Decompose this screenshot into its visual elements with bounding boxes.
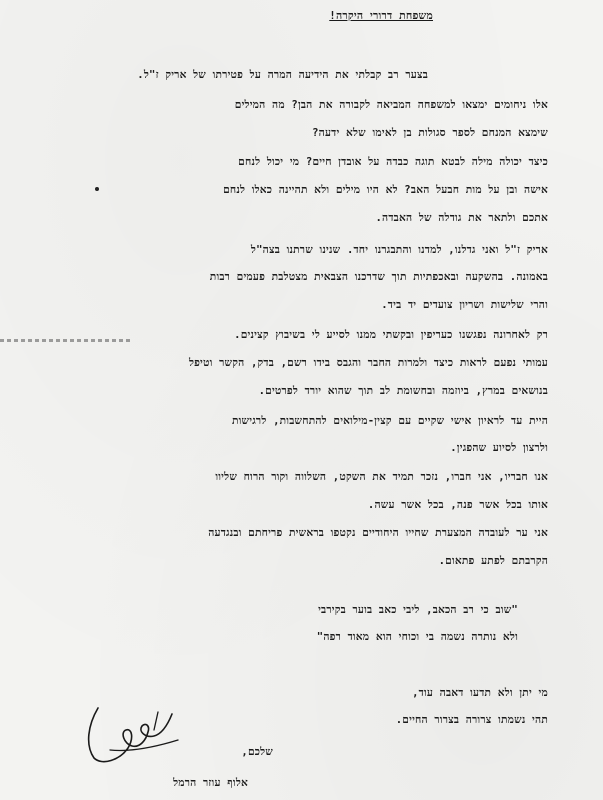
letter-line: אנו חבריו, אני חברו, נזכר תמיד את השקט, השלווה וקור הרוח שליוו: [215, 471, 548, 483]
greeting: משפחת דרורי היקרה!: [329, 9, 433, 22]
letter-line: שימצא המנחם לספר סגולות בן לאימו שלא ידעה?: [312, 127, 548, 139]
letter-line: בנושאים במרץ, ביוזמה ובחשומת לב תוך שהוא יורד לפרטים.: [258, 385, 548, 397]
closing-line: מי יתן ולא תדעו דאבה עוד,: [412, 687, 548, 699]
quote-line: "שוב כי רב הכאב, ליבי כאב בוער בקירבי: [318, 604, 518, 616]
letter-line: אריק ז"ל ואני גדלנו, למדנו והתבגרנו יחד. שנינו שרתנו בצה"ל: [250, 244, 548, 256]
ink-smudge: [0, 339, 130, 342]
letter-line: ולרצון לסיוע שהפגין.: [450, 442, 548, 454]
letter-line: אישה ובן על מות חבעל האב? לא היו מילים ולא תהיינה כאלו לנחם: [223, 184, 548, 196]
letter-line: הקרבתם לפתע פתאום.: [438, 555, 548, 567]
letter-line: עמותי נפעם לראות כיצד ולמרות החבר והגבס בידו רשם, בדק, הקשר וטיפל: [188, 357, 548, 369]
letter-line: אני ער לעובדה המצערת שחייו היחודיים נקטפו בראשית פריחתם ובנגדעה: [208, 527, 548, 539]
letter-line: כיצד יכולה מילה לבטא תוגה כבדה על אובדן חיים? מי יכול לנחם: [238, 156, 548, 168]
sign-off: שלכם,: [241, 746, 273, 758]
letter-line: בצער רב קבלתי את הידיעה המרה על פטירתו של אריק ז"ל.: [137, 69, 428, 81]
letter-line: אתכם ולתאר את גודלה של האבדה.: [375, 212, 548, 224]
letter-line: באמונה. בהשקעה ובאכפתיות תוך שדרכנו הצבאית מצטלבת פעמים רבות: [209, 271, 548, 283]
signer-name: אלוף עוזר הרמל: [173, 777, 248, 789]
quote-line: ולא נותרה נשמה בי וכוחי הוא מאוד רפה": [316, 631, 518, 643]
letter-line: היית עד לראיון אישי שקיים עם קצין-מילואים להתחשבות, לרגישות: [231, 415, 548, 427]
handwritten-signature: [80, 700, 190, 770]
letter-line: והרי שלישות ושריון צועדים יד ביד.: [381, 299, 548, 311]
letter-line: אותו בכל אשר פנה, בכל אשר עשה.: [367, 499, 548, 511]
ink-dot: [95, 187, 99, 191]
closing-line: תהי נשמתו צרורה בצרור החיים.: [395, 714, 548, 726]
letter-line: אלו ניחומים ימצאו למשפחה המביאה לקבורה את הבן? מה המילים: [234, 99, 548, 111]
letter-line: רק לאחרונה נפגשנו כעריפין ובקשתי ממנו לסייע לי בשיבוץ קצינים.: [234, 329, 548, 341]
